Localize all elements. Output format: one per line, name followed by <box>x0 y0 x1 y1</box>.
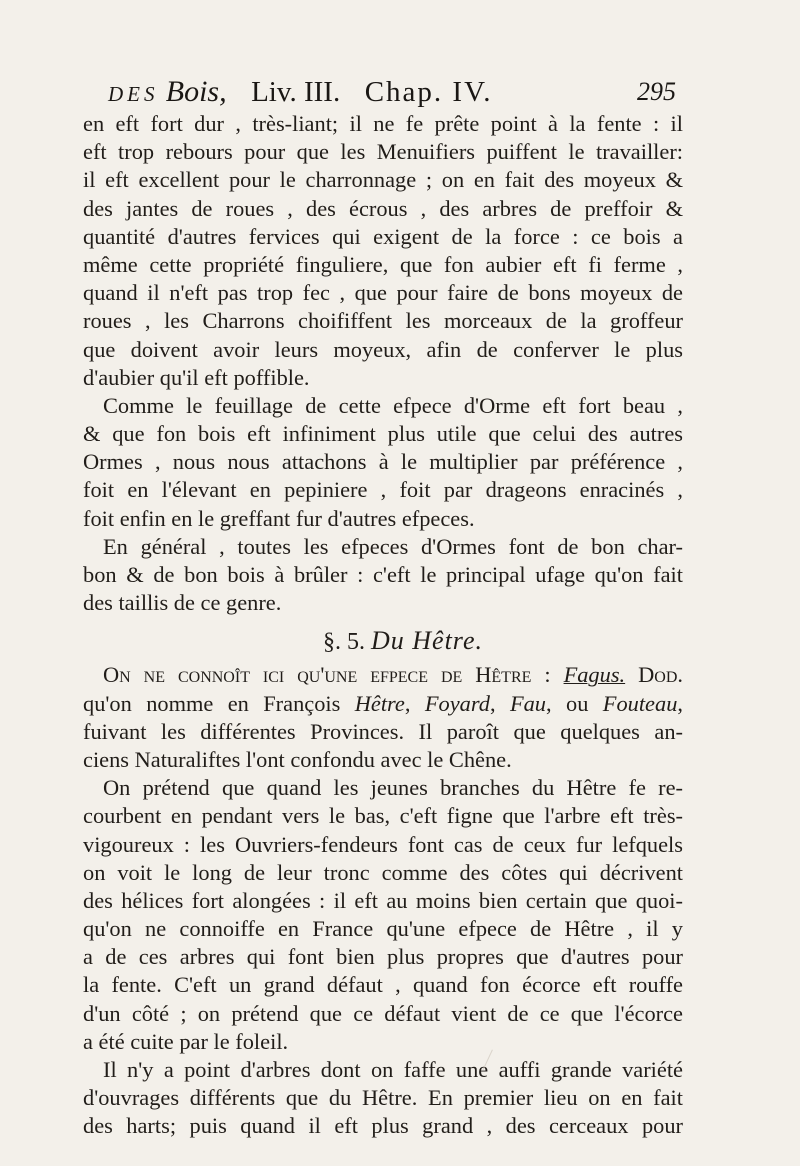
text-line: bon & de bon bois à brûler : c'eft le principal ufage qu'on fait <box>83 562 683 587</box>
text-line: a de ces arbres qui font bien plus propres que d'autres pour <box>83 944 683 970</box>
paragraph-hetre-intro <box>83 661 683 774</box>
text-line: foit enfin en le greffant fur d'autres efpeces. <box>83 505 475 531</box>
latin-name: Fagus. <box>563 662 626 688</box>
text-line: on voit le long de leur tronc comme des côtes qui décrivent <box>83 859 683 885</box>
paragraph-charronnage <box>83 110 683 392</box>
page-body <box>83 110 683 1141</box>
text-line: qu'on nomme en François Hêtre, Foyard, Fau, ou Fouteau, <box>83 690 683 716</box>
header-bois: Bois, <box>165 75 227 108</box>
text-line: & que fon bois eft infiniment plus utile que celui des autres <box>83 421 683 447</box>
text-line: des harts; puis quand il eft plus grand , des cerceaux pour <box>83 1113 683 1139</box>
text-line: vigoureux : les Ouvriers-fendeurs font cas de ceux fur lefquels <box>83 831 683 857</box>
text-line: d'un côté ; on prétend que ce défaut vient de ce que l'écorce <box>83 1000 683 1026</box>
hetre-line2-start: qu'on nomme en François <box>83 690 341 716</box>
text-line: des taillis de ce genre. <box>83 590 282 616</box>
common-name-fouteau: Fouteau <box>602 690 678 716</box>
text-line: ciens Naturaliftes l'ont confondu avec le Chêne. <box>83 746 512 772</box>
text-line: en eft fort dur , très-liant; il ne fe prête point à la fente : il <box>83 111 683 136</box>
text-line: qu'on ne connoiffe en France qu'une efpece de Hêtre , il y <box>83 916 683 942</box>
paragraph-general <box>83 533 683 618</box>
header-des: DES <box>108 82 159 106</box>
common-name-foyard: Foyard <box>424 690 490 716</box>
text-line <box>83 661 683 689</box>
text-line: foit en l'élevant en pepiniere , foit par drageons enracinés , <box>83 477 683 503</box>
author-abbrev: Dod. <box>638 662 683 688</box>
page-number: 295 <box>637 77 676 106</box>
text-line: d'ouvrages différents que du Hêtre. En premier lieu on en fait <box>83 1085 683 1111</box>
conjunction-ou: ou <box>566 690 589 716</box>
section-heading <box>83 617 683 661</box>
text-line: Ormes , nous nous attachons à le multiplier par préférence , <box>83 449 683 475</box>
paragraph-ouvrages <box>83 1056 683 1141</box>
text-line: des jantes de roues , des écrous , des arbres de preffoir & <box>83 195 683 221</box>
header-chapitre: Chap. IV. <box>364 76 493 108</box>
text-line: eft trop rebours pour que les Menuifiers puiffent le travailler: <box>83 139 683 165</box>
section-number: §. 5. <box>322 629 365 656</box>
text-line: On prétend que quand les jeunes branches du Hêtre fe re- <box>103 775 683 801</box>
text-line: roues , les Charrons choififfent les morceaux de la groffeur <box>83 308 683 334</box>
common-name-hetre: Hêtre <box>354 690 405 716</box>
text-line: Il n'y a point d'arbres dont on faffe une auffi grande variété <box>103 1057 683 1082</box>
running-header <box>108 74 676 110</box>
text-line: a été cuite par le foleil. <box>83 1028 289 1054</box>
text-line: quantité d'autres fervices qui exigent de la force : ce bois a <box>83 223 683 249</box>
text-line: quand il n'eft pas trop fec , que pour faire de bons moyeux de <box>83 280 683 306</box>
paragraph-feuillage <box>83 392 683 533</box>
text-line: il eft excellent pour le charronnage ; on en fait des moyeux & <box>83 167 683 193</box>
header-livre: Liv. III. <box>251 76 341 108</box>
text-line: Comme le feuillage de cette efpece d'Orme eft fort beau , <box>103 392 683 418</box>
text-line: que doivent avoir leurs moyeux, afin de conferver le plus <box>83 336 683 362</box>
common-name-fau: Fau <box>509 690 547 716</box>
paragraph-branches <box>83 774 683 1056</box>
text-line: courbent en pendant vers le bas, c'eft figne que l'arbre eft très- <box>83 803 683 829</box>
text-line: des hélices fort alongées : il eft au moins bien certain que quoi- <box>83 887 683 913</box>
text-line: fuivant les différentes Provinces. Il paroît que quelques an- <box>83 718 683 744</box>
text-line: En général , toutes les efpeces d'Ormes font de bon char- <box>103 533 683 559</box>
text-line: même cette propriété finguliere, que fon aubier eft fi ferme , <box>83 251 683 277</box>
text-line: d'aubier qu'il eft poffible. <box>83 364 310 390</box>
hetre-line-start: On ne connoît ici qu'une efpece de Hêtre : <box>103 662 551 688</box>
text-line: la fente. C'eft un grand défaut , quand fon écorce eft rouffe <box>83 972 683 998</box>
section-title: Du Hêtre. <box>370 626 483 656</box>
